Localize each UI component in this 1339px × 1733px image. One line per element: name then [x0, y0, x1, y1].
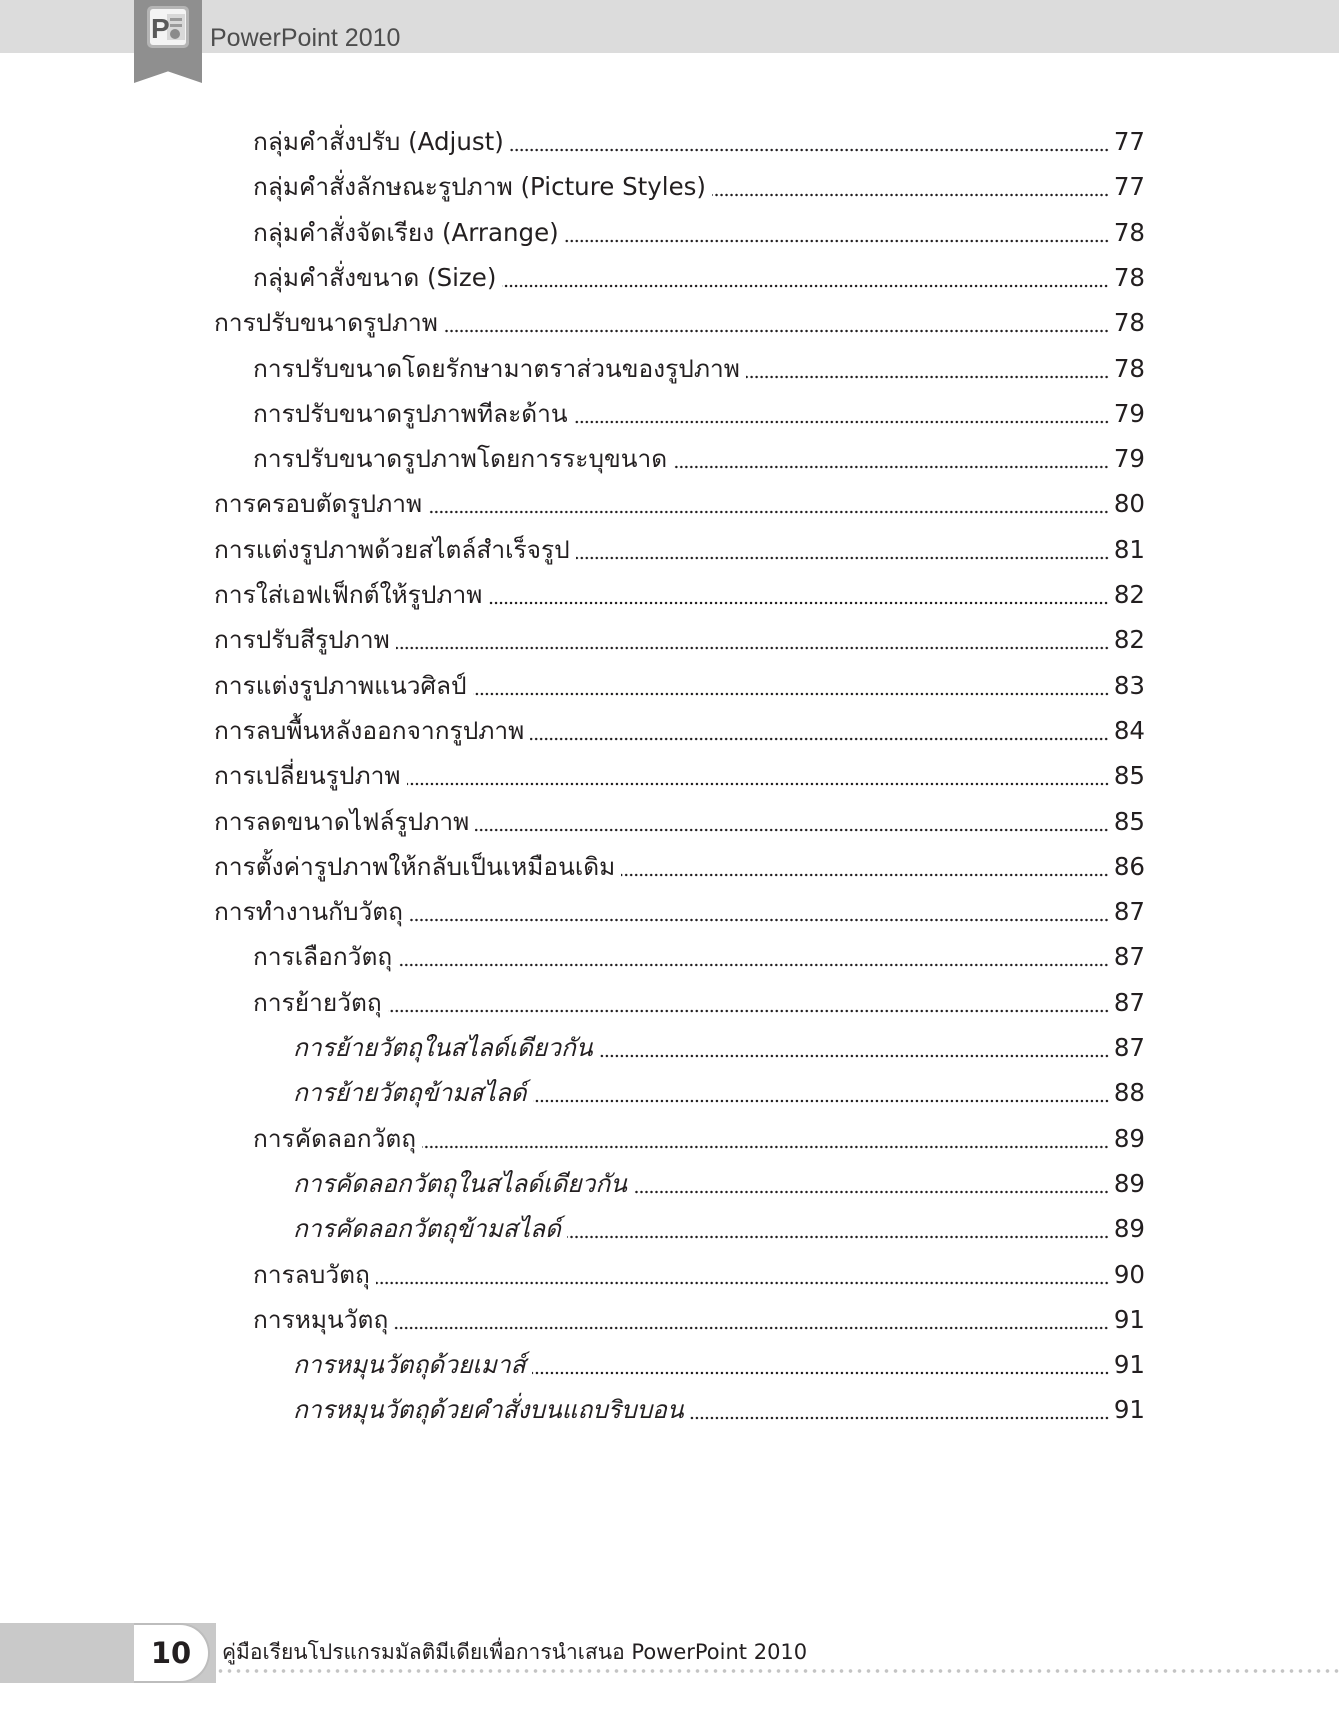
toc-dot-leader: [398, 963, 1109, 967]
toc-entry-page: 83: [1113, 670, 1145, 700]
toc-entry-page: 91: [1113, 1304, 1145, 1334]
toc-entry-page: 90: [1113, 1259, 1145, 1289]
toc-entry: [214, 571, 1145, 611]
toc-dot-leader: [488, 601, 1109, 605]
toc-dot-leader: [712, 193, 1109, 197]
toc-entry-page: 79: [1113, 398, 1145, 428]
toc-dot-leader: [633, 1190, 1109, 1194]
toc-dot-leader: [690, 1416, 1109, 1420]
toc-dot-leader: [599, 1054, 1109, 1058]
toc-entry: [253, 345, 1145, 385]
toc-entry: [214, 752, 1145, 792]
chapter-tab: [134, 0, 202, 83]
toc-entry-label: การปรับขนาดรูปภาพทีละด้าน: [253, 398, 568, 428]
toc-entry-label: กลุ่มคำสั่งจัดเรียง (Arrange): [253, 217, 559, 247]
toc-entry-label: การย้ายวัตถุ: [253, 987, 382, 1017]
toc-entry-page: 78: [1113, 308, 1145, 338]
toc-entry-label: การหมุนวัตถุด้วยคำสั่งบนแถบริบบอน: [293, 1395, 684, 1425]
toc-entry-label: การครอบตัดรูปภาพ: [214, 489, 423, 519]
toc-entry-page: 78: [1113, 262, 1145, 292]
toc-entry-label: การปรับขนาดรูปภาพ: [214, 308, 438, 338]
toc-entry-label: การแต่งรูปภาพด้วยสไตล์สำเร็จรูป: [214, 534, 570, 564]
toc-entry: [253, 1296, 1145, 1336]
toc-entry-page: 78: [1113, 217, 1145, 247]
toc-dot-leader: [407, 782, 1109, 786]
toc-entry-page: 89: [1113, 1123, 1145, 1153]
toc-entry-page: 78: [1113, 353, 1145, 383]
toc-entry: [293, 1069, 1145, 1109]
toc-dot-leader: [394, 1326, 1109, 1330]
toc-entry-label: กลุ่มคำสั่งลักษณะรูปภาพ (Picture Styles): [253, 172, 706, 202]
toc-entry-page: 89: [1113, 1214, 1145, 1244]
toc-entry-label: การปรับขนาดรูปภาพโดยการระบุขนาด: [253, 444, 668, 474]
toc-entry-label: การปรับขนาดโดยรักษามาตราส่วนของรูปภาพ: [253, 353, 740, 383]
svg-text:P: P: [151, 13, 170, 44]
toc-dot-leader: [746, 375, 1109, 379]
toc-entry: [253, 390, 1145, 430]
toc-entry: [253, 933, 1145, 973]
toc-entry: [253, 1115, 1145, 1155]
toc-entry-page: 86: [1113, 851, 1145, 881]
powerpoint-logo-icon: [145, 4, 191, 50]
toc-dot-leader: [428, 510, 1109, 514]
toc-entry-label: การลบพื้นหลังออกจากรูปภาพ: [214, 715, 525, 745]
toc-entry-page: 87: [1113, 897, 1145, 927]
toc-entry-label: การปรับสีรูปภาพ: [214, 625, 390, 655]
toc-dot-leader: [567, 1235, 1109, 1239]
toc-entry-label: การคัดลอกวัตถุในสไลด์เดียวกัน: [293, 1168, 628, 1198]
toc-entry: [293, 1024, 1145, 1064]
toc-entry: [293, 1205, 1145, 1245]
toc-entry-label: การคัดลอกวัตถุข้ามสไลด์: [293, 1214, 561, 1244]
toc-dot-leader: [409, 918, 1109, 922]
toc-entry-page: 87: [1113, 987, 1145, 1017]
toc-dot-leader: [475, 828, 1109, 832]
toc-dot-leader: [473, 692, 1109, 696]
page-number: 10: [150, 1636, 192, 1670]
toc-entry: [253, 1251, 1145, 1291]
toc-entry: [293, 1386, 1145, 1426]
toc-entry-label: การหมุนวัตถุ: [253, 1304, 389, 1334]
toc-entry: [214, 707, 1145, 747]
toc-entry-label: การย้ายวัตถุในสไลด์เดียวกัน: [293, 1033, 593, 1062]
toc-dot-leader: [574, 420, 1109, 424]
toc-entry-page: 77: [1113, 127, 1145, 156]
toc-entry: [214, 616, 1145, 656]
toc-dot-leader: [565, 239, 1109, 243]
toc-dot-leader: [396, 646, 1109, 650]
toc-entry-label: การลบวัตถุ: [253, 1259, 370, 1289]
toc-entry: [293, 1160, 1145, 1200]
toc-entry: [253, 118, 1145, 158]
toc-entry: [253, 209, 1145, 249]
toc-entry-label: การแต่งรูปภาพแนวศิลป์: [214, 670, 467, 700]
toc-entry-label: การตั้งค่ารูปภาพให้กลับเป็นเหมือนเดิม: [214, 851, 616, 881]
toc-entry: [293, 1341, 1145, 1381]
toc-entry-label: การย้ายวัตถุข้ามสไลด์: [293, 1078, 527, 1108]
toc-entry: [253, 163, 1145, 203]
toc-dot-leader: [532, 1371, 1109, 1375]
toc-entry-label: การทำงานกับวัตถุ: [214, 897, 404, 927]
toc-entry-label: การหมุนวัตถุด้วยเมาส์: [293, 1350, 526, 1380]
toc-entry-page: 85: [1113, 761, 1145, 791]
toc-dot-leader: [621, 873, 1109, 877]
footer-book-title: คู่มือเรียนโปรแกรมมัลติมีเดียเพื่อการนำเสนอ PowerPoint 2010: [222, 1640, 808, 1664]
toc-dot-leader: [502, 284, 1109, 288]
toc-dot-leader: [510, 148, 1109, 152]
toc-entry-label: การเลือกวัตถุ: [253, 942, 393, 972]
toc-entry-page: 91: [1113, 1350, 1145, 1380]
toc-entry: [253, 254, 1145, 294]
toc-dot-leader: [673, 465, 1109, 469]
toc-entry-label: การลดขนาดไฟล์รูปภาพ: [214, 806, 470, 836]
toc-entry: [214, 526, 1145, 566]
page-number-tab: [134, 1623, 210, 1683]
toc-dot-leader: [533, 1099, 1109, 1103]
toc-entry-page: 87: [1113, 1033, 1145, 1062]
toc-dot-leader: [576, 556, 1109, 560]
toc-dot-leader: [530, 737, 1109, 741]
toc-entry-page: 85: [1113, 806, 1145, 836]
toc-entry-label: การใส่เอฟเฟ็กต์ให้รูปภาพ: [214, 580, 483, 609]
toc-dot-leader: [376, 1281, 1109, 1285]
toc-entry: [214, 480, 1145, 520]
toc-entry-page: 82: [1113, 625, 1145, 655]
toc-entry-page: 87: [1113, 942, 1145, 972]
toc-entry-page: 81: [1113, 534, 1145, 564]
toc-entry-page: 88: [1113, 1078, 1145, 1108]
toc-entry-page: 79: [1113, 444, 1145, 474]
toc-entry-page: 77: [1113, 172, 1145, 202]
toc-entry-page: 80: [1113, 489, 1145, 519]
toc-entry: [253, 979, 1145, 1019]
toc-entry-label: กลุ่มคำสั่งปรับ (Adjust): [253, 127, 504, 156]
toc-dot-leader: [444, 329, 1109, 333]
toc-entry: [214, 798, 1145, 838]
toc-entry-label: การคัดลอกวัตถุ: [253, 1123, 417, 1153]
toc-dot-leader: [422, 1145, 1109, 1149]
toc-entry: [214, 888, 1145, 928]
toc-entry-page: 84: [1113, 715, 1145, 745]
toc-entry-page: 82: [1113, 580, 1145, 609]
toc-dot-leader: [388, 1009, 1109, 1013]
toc-entry: [214, 662, 1145, 702]
toc-entry-page: 91: [1113, 1395, 1145, 1425]
toc-entry-label: การเปลี่ยนรูปภาพ: [214, 761, 401, 791]
toc-entry-page: 89: [1113, 1168, 1145, 1198]
toc-entry-label: กลุ่มคำสั่งขนาด (Size): [253, 262, 497, 292]
toc-entry: [253, 435, 1145, 475]
toc-entry: [214, 843, 1145, 883]
toc-entry: [214, 299, 1145, 339]
footer-dotted-rule: [216, 1668, 1339, 1674]
header-app-title: PowerPoint 2010: [210, 24, 401, 52]
